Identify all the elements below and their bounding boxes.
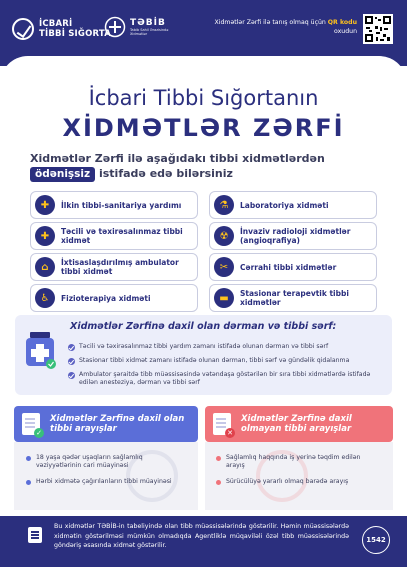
service-item: ☢ İnvaziv radioloji xidmətlər (angioqrafiya) bbox=[209, 222, 377, 250]
ambulance-icon: ✚ bbox=[35, 226, 55, 246]
tabib-logo-text: TƏBİB bbox=[130, 17, 166, 28]
service-item: ✚ İlkin tibbi-sanitariya yardımı bbox=[30, 191, 198, 219]
included-item: 18 yaşa qədər uşaqların sağlamlıq vəziyyətlərinin cari müayinəsi bbox=[26, 454, 186, 470]
service-item: ♿ Fizioterapiya xidməti bbox=[30, 284, 198, 312]
surgery-icon: ✂ bbox=[214, 257, 234, 277]
service-item: ✂ Cərrahi tibbi xidmətlər bbox=[209, 253, 377, 281]
hospital-bed-icon: ▬ bbox=[214, 288, 234, 308]
check-icon bbox=[68, 372, 75, 379]
insurance-logo-line2: TİBBİ SIĞORTA bbox=[39, 29, 112, 39]
document-icon bbox=[28, 527, 42, 543]
qr-caption: Xidmətlər Zərfi ilə tanış olmaq üçün QR kodu oxudun bbox=[214, 19, 357, 35]
document-check-icon: ✓ bbox=[22, 413, 40, 435]
tabib-logo-icon bbox=[104, 16, 126, 38]
footer-text: Bu xidmətlər TƏBİB-in tabeliyində olan tibb müəssisələrində göstərilir. Həmin müəssisələrdə xidmətin göstərilməsi mümkün olmadıqda Agentliklə müqaviləli özəl tibb müəssisələrində göndəriş əsasında xidmət göstərilir. bbox=[54, 523, 349, 549]
excluded-item: Sağlamlıq haqqında iş yerinə təqdim edilən arayış bbox=[216, 454, 380, 470]
excluded-header: ✕ Xidmətlər Zərfinə daxil olmayan tibbi arayışlar bbox=[205, 406, 393, 442]
service-item: ⚗ Laboratoriya xidməti bbox=[209, 191, 377, 219]
service-item: ⌂ İxtisaslaşdırılmış ambulator tibbi xidmət bbox=[30, 253, 198, 281]
clinic-icon: ⌂ bbox=[35, 257, 55, 277]
medicine-item: Ambulator şəraitdə tibb müəssisəsində vətəndaşa göstərilən bir sıra tibbi xidmətlərdə istifadə edilən anesteziya, dərman və tibbi sərf bbox=[68, 371, 386, 387]
free-badge: ödənişsiz bbox=[30, 167, 95, 182]
medicine-item: Təcili və təxirəsalınmaz tibbi yardım zamanı istifadə olunan dərman və tibbi sərf bbox=[68, 343, 386, 351]
excluded-item: Sürücülüyə yararlı olmaq barədə arayış bbox=[216, 478, 380, 486]
included-item: Hərbi xidmətə çağırılanların tibbi müayinəsi bbox=[26, 478, 186, 486]
physio-icon: ♿ bbox=[35, 288, 55, 308]
intro-text: Xidmətlər Zərfi ilə aşağıdakı tibbi xidmətlərdən ödənişsiz istifadə edə bilərsiniz bbox=[30, 152, 325, 180]
insurance-logo bbox=[12, 18, 111, 40]
qr-code-icon[interactable] bbox=[363, 14, 393, 44]
page-title-line1: İcbari Tibbi Sığortanın bbox=[88, 86, 319, 110]
medicine-title: Xidmətlər Zərfinə daxil olan dərman və tibbi sərf: bbox=[70, 321, 337, 332]
doctor-icon: ✚ bbox=[35, 195, 55, 215]
page-title-line2: XİDMƏTLƏR ZƏRFİ bbox=[62, 114, 345, 142]
medicine-bottle-icon bbox=[22, 330, 58, 370]
check-icon bbox=[68, 344, 75, 351]
hotline-badge[interactable] bbox=[362, 526, 390, 554]
service-item: ▬ Stasionar terapevtik tibbi xidmətlər bbox=[209, 284, 377, 312]
microscope-icon: ⚗ bbox=[214, 195, 234, 215]
document-cross-icon: ✕ bbox=[213, 413, 231, 435]
tabib-logo bbox=[104, 16, 174, 38]
medicine-item: Stasionar tibbi xidmət zamanı istifadə olunan dərman, tibbi sərf və gündəlik qidalanma bbox=[68, 357, 386, 365]
hotline-number: 1542 bbox=[366, 536, 386, 544]
qr-highlight: QR kodu bbox=[327, 19, 357, 26]
insurance-logo-icon bbox=[12, 18, 34, 40]
insurance-logo-line1: İCBARİ bbox=[39, 19, 73, 29]
tabib-logo-subtext: Tabib Sahil Ərazisində Xidmətlər bbox=[130, 27, 169, 36]
check-icon bbox=[68, 358, 75, 365]
included-header: ✓ Xidmətlər Zərfinə daxil olan tibbi arayışlar bbox=[14, 406, 198, 442]
service-item: ✚ Təcili və təxirəsalınmaz tibbi xidmət bbox=[30, 222, 198, 250]
radiology-icon: ☢ bbox=[214, 226, 234, 246]
